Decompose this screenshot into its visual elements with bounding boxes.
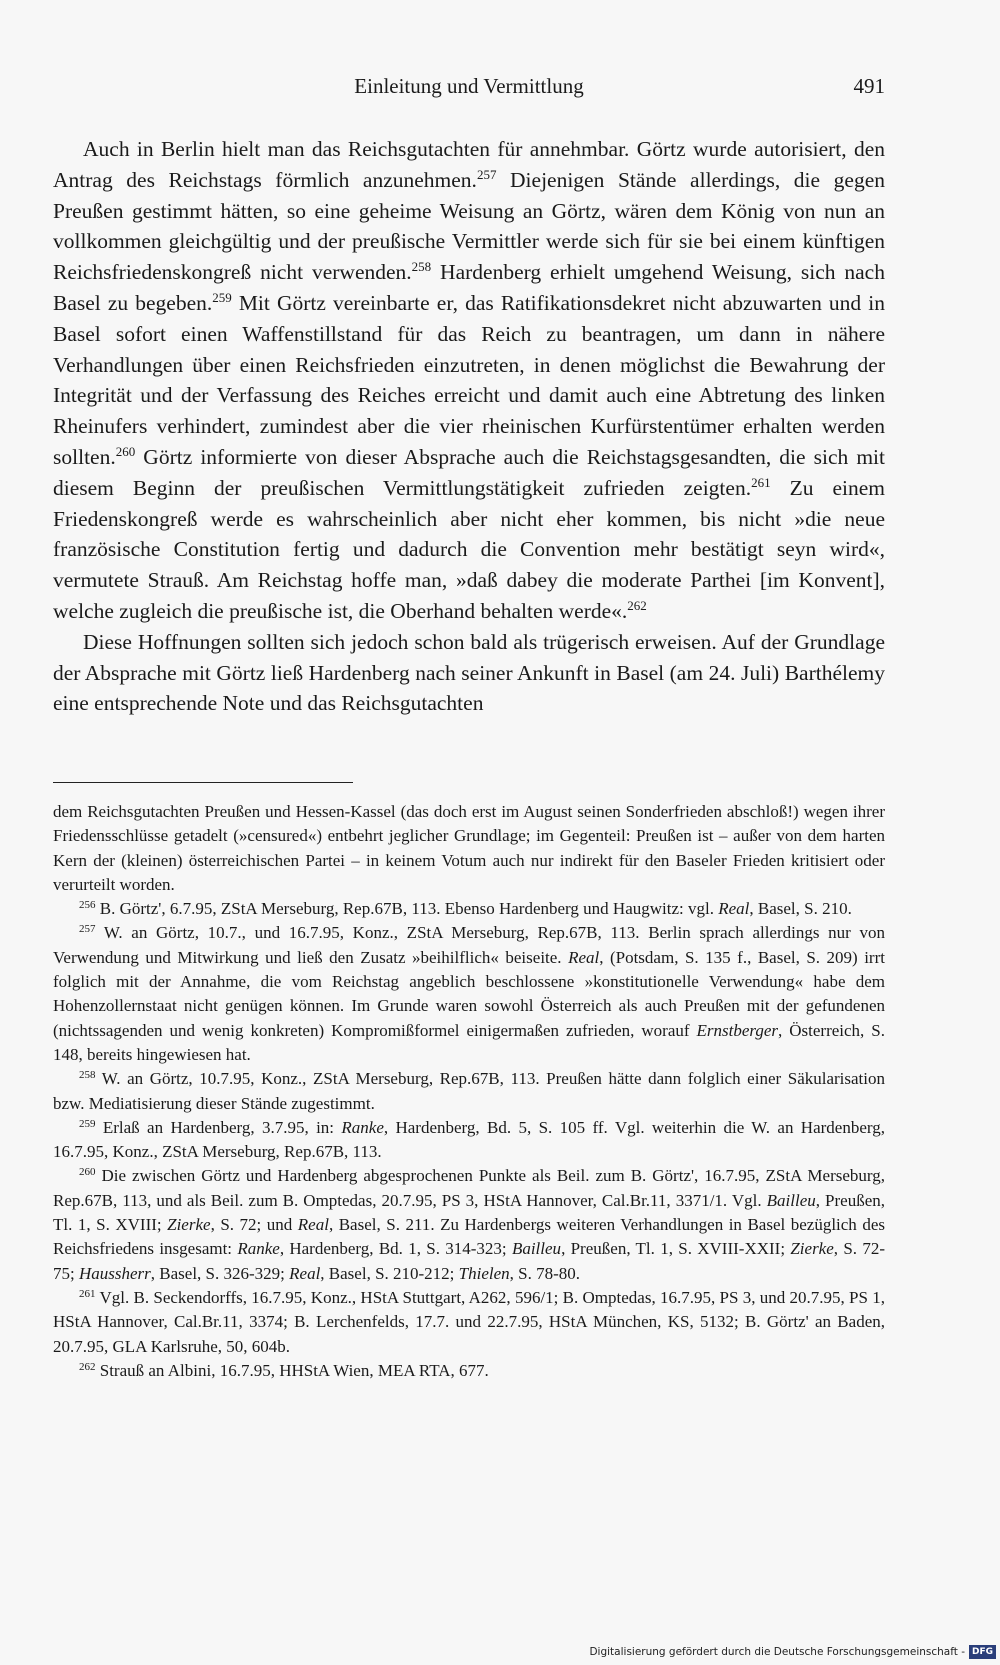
author-name: Real [289,1263,321,1283]
footnote-257 [53,921,885,1067]
footnote-text: , Basel, S. 210-212; [320,1263,459,1283]
paragraph-1 [53,134,885,627]
footnote-text: , (Potsdam, S. 135 f., Basel, S. 209) irrt folglich mit der Annahme, die vom Reichstag angeblich beschlossene »konstitutionelle Verwendung« habe dem Hohenzollernstaat nicht genügen können. Im Grunde waren sowohl Österreich als auch Preußen mit der gefundenen (nichtssagenden und wenig konkreten) Kompromißformel einigermaßen zufrieden, worauf [53,947,885,1040]
footnote-ref-262[interactable]: 262 [627,597,647,613]
footnote-text: , S. 72; und [210,1215,298,1235]
paragraph-2: Diese Hoffnungen sollten sich jedoch schon bald als trügerisch erweisen. Auf der Grundlage der Absprache mit Görtz ließ Hardenberg nach seiner Ankunft in Basel (am 24. Juli) Barthélemy eine entsprechende Note und das Reichsgutachten [53,629,885,716]
footnote-text: Erlaß an Hardenberg, 3.7.95, in: [95,1117,342,1137]
author-name: Ranke [237,1239,280,1259]
footnote-text: Die zwischen Görtz und Hardenberg abgesprochenen Punkte als Beil. zum B. Görtz', 16.7.95, ZStA Merseburg, Rep.67B, 113, und als Beil. zum B. Omptedas, 20.7.95, PS 3, HStA Hannover, Cal.Br.11, 3371/1. Vgl. [53,1166,885,1210]
footnote-text: , S. 72-75; [53,1239,885,1283]
author-name: Bailleu [511,1239,562,1259]
footnote-ref-258[interactable]: 258 [411,259,432,275]
author-name: Real [718,899,750,919]
main-text [53,134,885,719]
author-name: Thielen [458,1263,510,1283]
footnote-262 [53,1359,885,1383]
page-number: 491 [853,74,885,98]
text-run: Mit Görtz vereinbarte er, das Ratifikationsdekret nicht abzuwarten und in Basel sofort einen Waffenstillstand für das Reich zu beantragen, um dann in nähere Verhandlungen über einen Reichsfrieden einzutreten, in denen möglichst die Bewahrung der Integrität und der Verfassung des Reiches erreicht und damit auch eine Abtretung des linken Rheinufers verhindert, zumindest aber die vier rheinischen Kurfürstentümer erhalten werden sollten. [53,290,885,469]
footnote-text: , Basel, S. 326-329; [150,1263,290,1283]
footnote-text: B. Görtz', 6.7.95, ZStA Merseburg, Rep.67B, 113. Ebenso Hardenberg und Haugwitz: vgl. [95,899,719,919]
footnote-ref-257[interactable]: 257 [476,166,497,182]
footnote-separator [53,782,353,783]
footnote-number: 256 [79,899,96,912]
footnote-text: , S. 78-80. [509,1263,581,1283]
running-header [53,74,885,108]
digitization-credit [589,1643,996,1661]
footnote-number: 261 [79,1287,96,1300]
text-run: Hardenberg erhielt umgehend Weisung, sich nach Basel zu begeben. [53,260,885,315]
footnote-continuation: dem Reichsgutachten Preußen und Hessen-Kassel (das doch erst im August seinen Sonderfrieden abschloß!) wegen ihrer Friedensschlüsse getadelt (»censured«) entbehrt jeglicher Grundlage; im Gegenteil: Preußen ist – außer von dem harten Kern der (kleinen) österreichischen Partei – in keinem Votum auch nur indirekt für den Baseler Frieden kritisiert oder verurteilt worden. [53,802,885,894]
author-name: Real [297,1215,329,1235]
footnote-text: , Hardenberg, Bd. 5, S. 105 ff. Vgl. weiterhin die W. an Hardenberg, 16.7.95, Konz., ZStA Merseburg, Rep.67B, 113. [53,1117,885,1162]
footnote-ref-260[interactable]: 260 [115,443,136,459]
footnote-ref-259[interactable]: 259 [212,289,232,305]
footnote-ref-261[interactable]: 261 [751,474,771,490]
footnote-text: , Basel, S. 211. Zu Hardenbergs weiteren Verhandlungen in Basel bezüglich des Reichsfriedens insgesamt: [53,1215,885,1259]
author-name: Zierke [790,1239,834,1259]
footnote-text: Vgl. B. Seckendorffs, 16.7.95, Konz., HStA Stuttgart, A262, 596/1; B. Omptedas, 16.7.95, PS 3, und 20.7.95, PS 1, HStA Hannover, Cal.Br.11, 3374; B. Lerchenfelds, 17.7. und 22.7.95, HStA München, KS, 5132; B. Görtz' an Baden, 20.7.95, GLA Karlsruhe, 50, 604b. [53,1287,885,1356]
credit-text: Digitalisierung gefördert durch die Deutsche Forschungsgemeinschaft - [589,1646,965,1658]
footnote-text: , Hardenberg, Bd. 1, S. 314-323; [279,1239,512,1259]
footnote-261 [53,1286,885,1359]
footnote-256 [53,897,885,921]
running-title: Einleitung und Vermittlung [354,74,584,98]
footnote-text: , Preußen, Tl. 1, S. XVIII; [53,1190,885,1235]
author-name: Zierke [167,1215,211,1235]
footnote-text: W. an Görtz, 10.7., und 16.7.95, Konz., ZStA Merseburg, Rep.67B, 113. Berlin sprach allerdings nur von Verwendung und Mitwirkung und ließ den Zusatz »beihilflich« beiseite. [53,923,885,967]
footnote-number: 257 [79,923,96,936]
text-run: Zu einem Friedenskongreß werde es wahrscheinlich aber nicht eher kommen, bis nicht »die neue französische Constitution fertig und dadurch die Convention mehr bestätigt seyn wird«, vermutete Strauß. Am Reichstag hoffe man, »daß dabey die moderate Parthei [im Konvent], welche zugleich die preußische ist, die Oberhand behalten werde«. [53,475,885,623]
author-name: Ranke [341,1117,384,1137]
author-name: Haussherr [78,1263,151,1283]
footnote-number: 262 [79,1360,96,1373]
footnote-text: W. an Görtz, 10.7.95, Konz., ZStA Merseburg, Rep.67B, 113. Preußen hätte dann folglich einer Säkularisation bzw. Mediatisierung dieser Stände zugestimmt. [53,1069,885,1113]
footnote-text: , Österreich, S. 148, bereits hingewiesen hat. [53,1020,885,1064]
footnote-number: 259 [79,1117,96,1130]
footnote-text: , Preußen, Tl. 1, S. XVIII-XXII; [561,1239,791,1259]
footnote-text: , Basel, S. 210. [749,899,852,919]
author-name: Bailleu [766,1190,816,1210]
footnotes [53,800,885,1383]
footnote-258 [53,1067,885,1116]
text-run: Görtz informierte von dieser Absprache auch die Reichstagsgesandten, die sich mit diesem Beginn der preußischen Vermittlungstätigkeit zufrieden zeigten. [53,444,885,500]
footnote-260 [53,1164,885,1285]
dfg-logo: DFG [969,1645,996,1659]
author-name: Ernstberger [696,1020,779,1040]
footnote-259 [53,1116,885,1165]
footnote-number: 260 [79,1166,96,1179]
text-run: Diejenigen Stände allerdings, die gegen Preußen gestimmt hätten, so eine geheime Weisung an Görtz, wären dem König von nun an vollkommen gleichgültig und der preußische Vermittler werde sich für sie bei einem künftigen Reichsfriedenskongreß nicht verwenden. [53,167,885,285]
footnote-number: 258 [79,1069,96,1082]
text-run: Auch in Berlin hielt man das Reichsgutachten für annehmbar. Görtz wurde autorisiert, den Antrag des Reichstags förmlich anzunehmen. [53,137,885,192]
footnote-text: Strauß an Albini, 16.7.95, HHStA Wien, MEA RTA, 677. [95,1360,489,1380]
author-name: Real [568,947,600,967]
